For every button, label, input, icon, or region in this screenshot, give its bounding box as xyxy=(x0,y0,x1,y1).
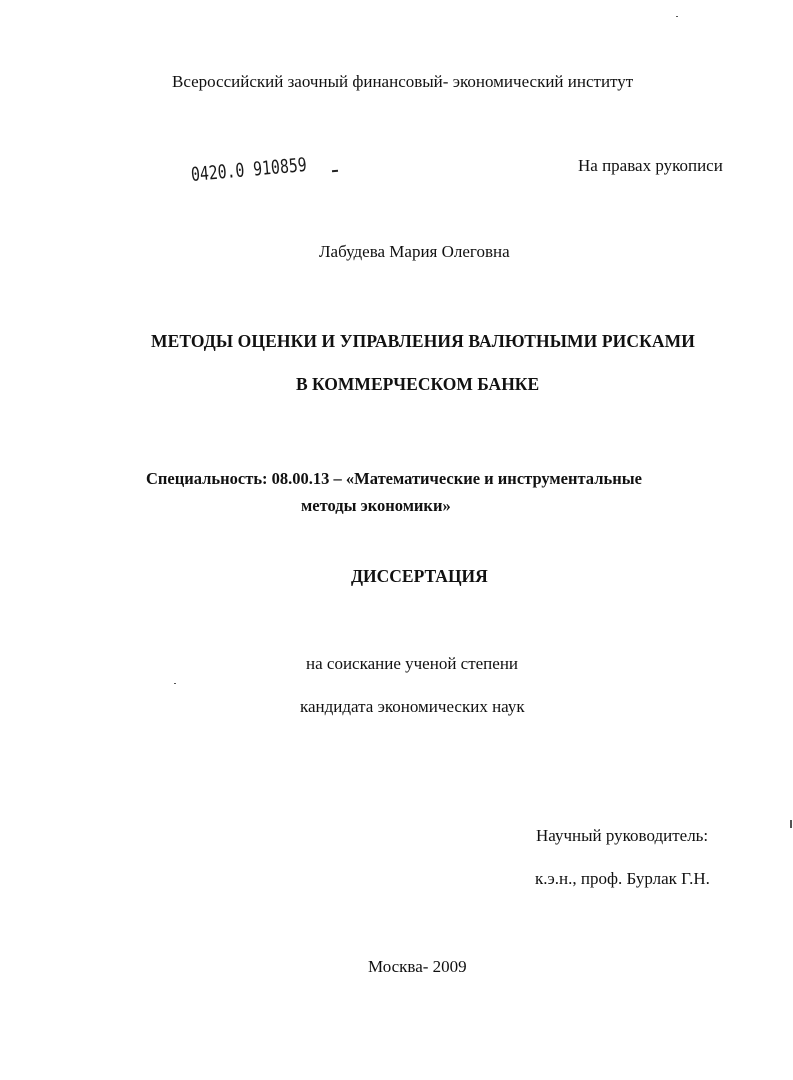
document-type: ДИССЕРТАЦИЯ xyxy=(351,566,488,586)
scan-speck xyxy=(174,683,176,684)
institute-name: Всероссийский заочный финансовый- экономический институт xyxy=(172,72,634,91)
scan-speck xyxy=(790,820,792,828)
degree-line-2: кандидата экономических наук xyxy=(300,697,525,716)
thesis-title-line-2: В КОММЕРЧЕСКОМ БАНКЕ xyxy=(296,374,540,394)
thesis-title-line-1: МЕТОДЫ ОЦЕНКИ И УПРАВЛЕНИЯ ВАЛЮТНЫМИ РИСКАМИ xyxy=(151,331,695,351)
supervisor-name: к.э.н., проф. Бурлак Г.Н. xyxy=(535,869,710,888)
registration-stamp xyxy=(190,151,340,186)
rights-note: На правах рукописи xyxy=(578,156,723,175)
supervisor-label: Научный руководитель: xyxy=(536,826,709,845)
specialty-line-1: Специальность: 08.00.13 – «Математические и инструментальные xyxy=(146,469,642,488)
stamp-number: 0420.0 910859 xyxy=(190,153,308,186)
degree-line-1: на соискание ученой степени xyxy=(306,654,519,673)
author-name: Лабудева Мария Олеговна xyxy=(319,242,510,261)
specialty-line-2: методы экономики» xyxy=(301,496,451,515)
scan-speck xyxy=(676,16,678,17)
city-year: Москва- 2009 xyxy=(368,957,467,976)
